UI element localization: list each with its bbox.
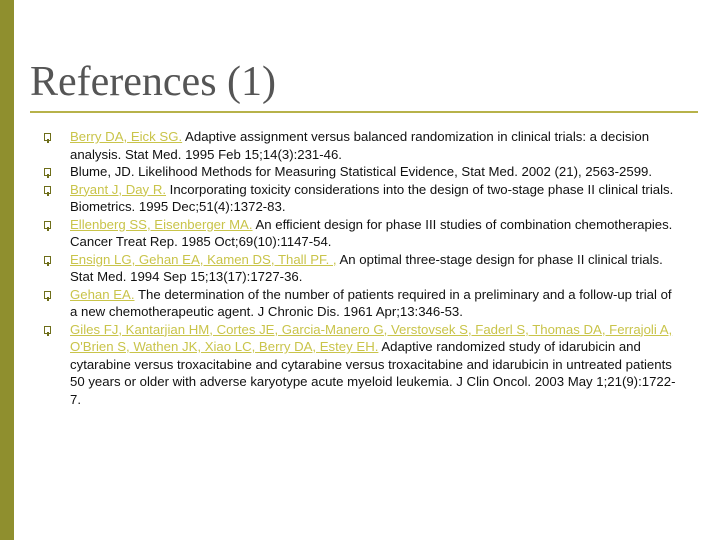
reference-4-citation: An efficient design for phase III studies of combination chemotherapies. Cancer Treat Rep. 1985 Oct;69(10):1147-54. [70, 216, 673, 249]
square-bullet-icon [44, 256, 51, 264]
reference-5-authors-link[interactable]: Ensign LG, Gehan EA, Kamen DS, Thall PF. , [70, 251, 337, 267]
reference-3-authors-link[interactable]: Bryant J, Day R. [70, 181, 167, 197]
slide-title: References (1) [30, 59, 277, 105]
reference-5-journal-line: Stat Med. 1994 Sep 15;13(17):1727-36. [70, 269, 303, 284]
square-bullet-icon [44, 168, 51, 176]
reference-item-1 [44, 128, 680, 163]
reference-7-citation: Adaptive randomized study of idarubicin and cytarabine versus troxacitabine and cytarabine versus troxacitabine and idarubicin in untreated patients 50 years or older with adverse karyotype acute myeloid leukemia. J Clin Oncol. 2003 May 1;21(9):1722-7. [70, 339, 676, 407]
square-bullet-icon [44, 291, 51, 299]
left-accent-bar [0, 0, 14, 540]
reference-6-citation: The determination of the number of patients required in a preliminary and a follow-up trial of a new chemotherapeutic agent. J Chronic Dis. 1961 Apr;13:346-53. [70, 286, 672, 319]
square-bullet-icon [44, 221, 51, 229]
reference-item-3 [44, 181, 680, 216]
title-underline-rule [30, 111, 698, 113]
reference-item-7 [44, 321, 680, 409]
reference-list [44, 128, 680, 408]
reference-1-citation: Adaptive assignment versus balanced randomization in clinical trials: a decision analysis. Stat Med. 1995 Feb 15;14(3):231-46. [70, 129, 650, 162]
reference-3-citation: Incorporating toxicity considerations into the design of two-stage phase II clinical trials. Biometrics. 1995 Dec;51(4):1372-83. [70, 181, 674, 214]
reference-item-2 [44, 163, 680, 181]
reference-item-5 [44, 251, 680, 286]
reference-7-authors-link[interactable]: Giles FJ, Kantarjian HM, Cortes JE, Garcia-Manero G, Verstovsek S, Faderl S, Thomas DA, Ferrajoli A, O'Brien S, Wathen JK, Xiao LC, Berry DA, Estey EH. [70, 321, 673, 354]
reference-5-citation: An optimal three-stage design for phase II clinical trials. [336, 251, 663, 267]
reference-4-authors-link[interactable]: Ellenberg SS, Eisenberger MA. [70, 216, 253, 232]
reference-2-citation: Blume, JD. Likelihood Methods for Measuring Statistical Evidence, Stat Med. 2002 (21), 2563-2599. [70, 164, 653, 179]
reference-6-authors-link[interactable]: Gehan EA. [70, 286, 135, 302]
reference-item-4 [44, 216, 680, 251]
reference-1-authors-link[interactable]: Berry DA, Eick SG. [70, 129, 183, 144]
square-bullet-icon [44, 133, 51, 141]
square-bullet-icon [44, 186, 51, 194]
square-bullet-icon [44, 326, 51, 334]
reference-item-6 [44, 286, 680, 321]
